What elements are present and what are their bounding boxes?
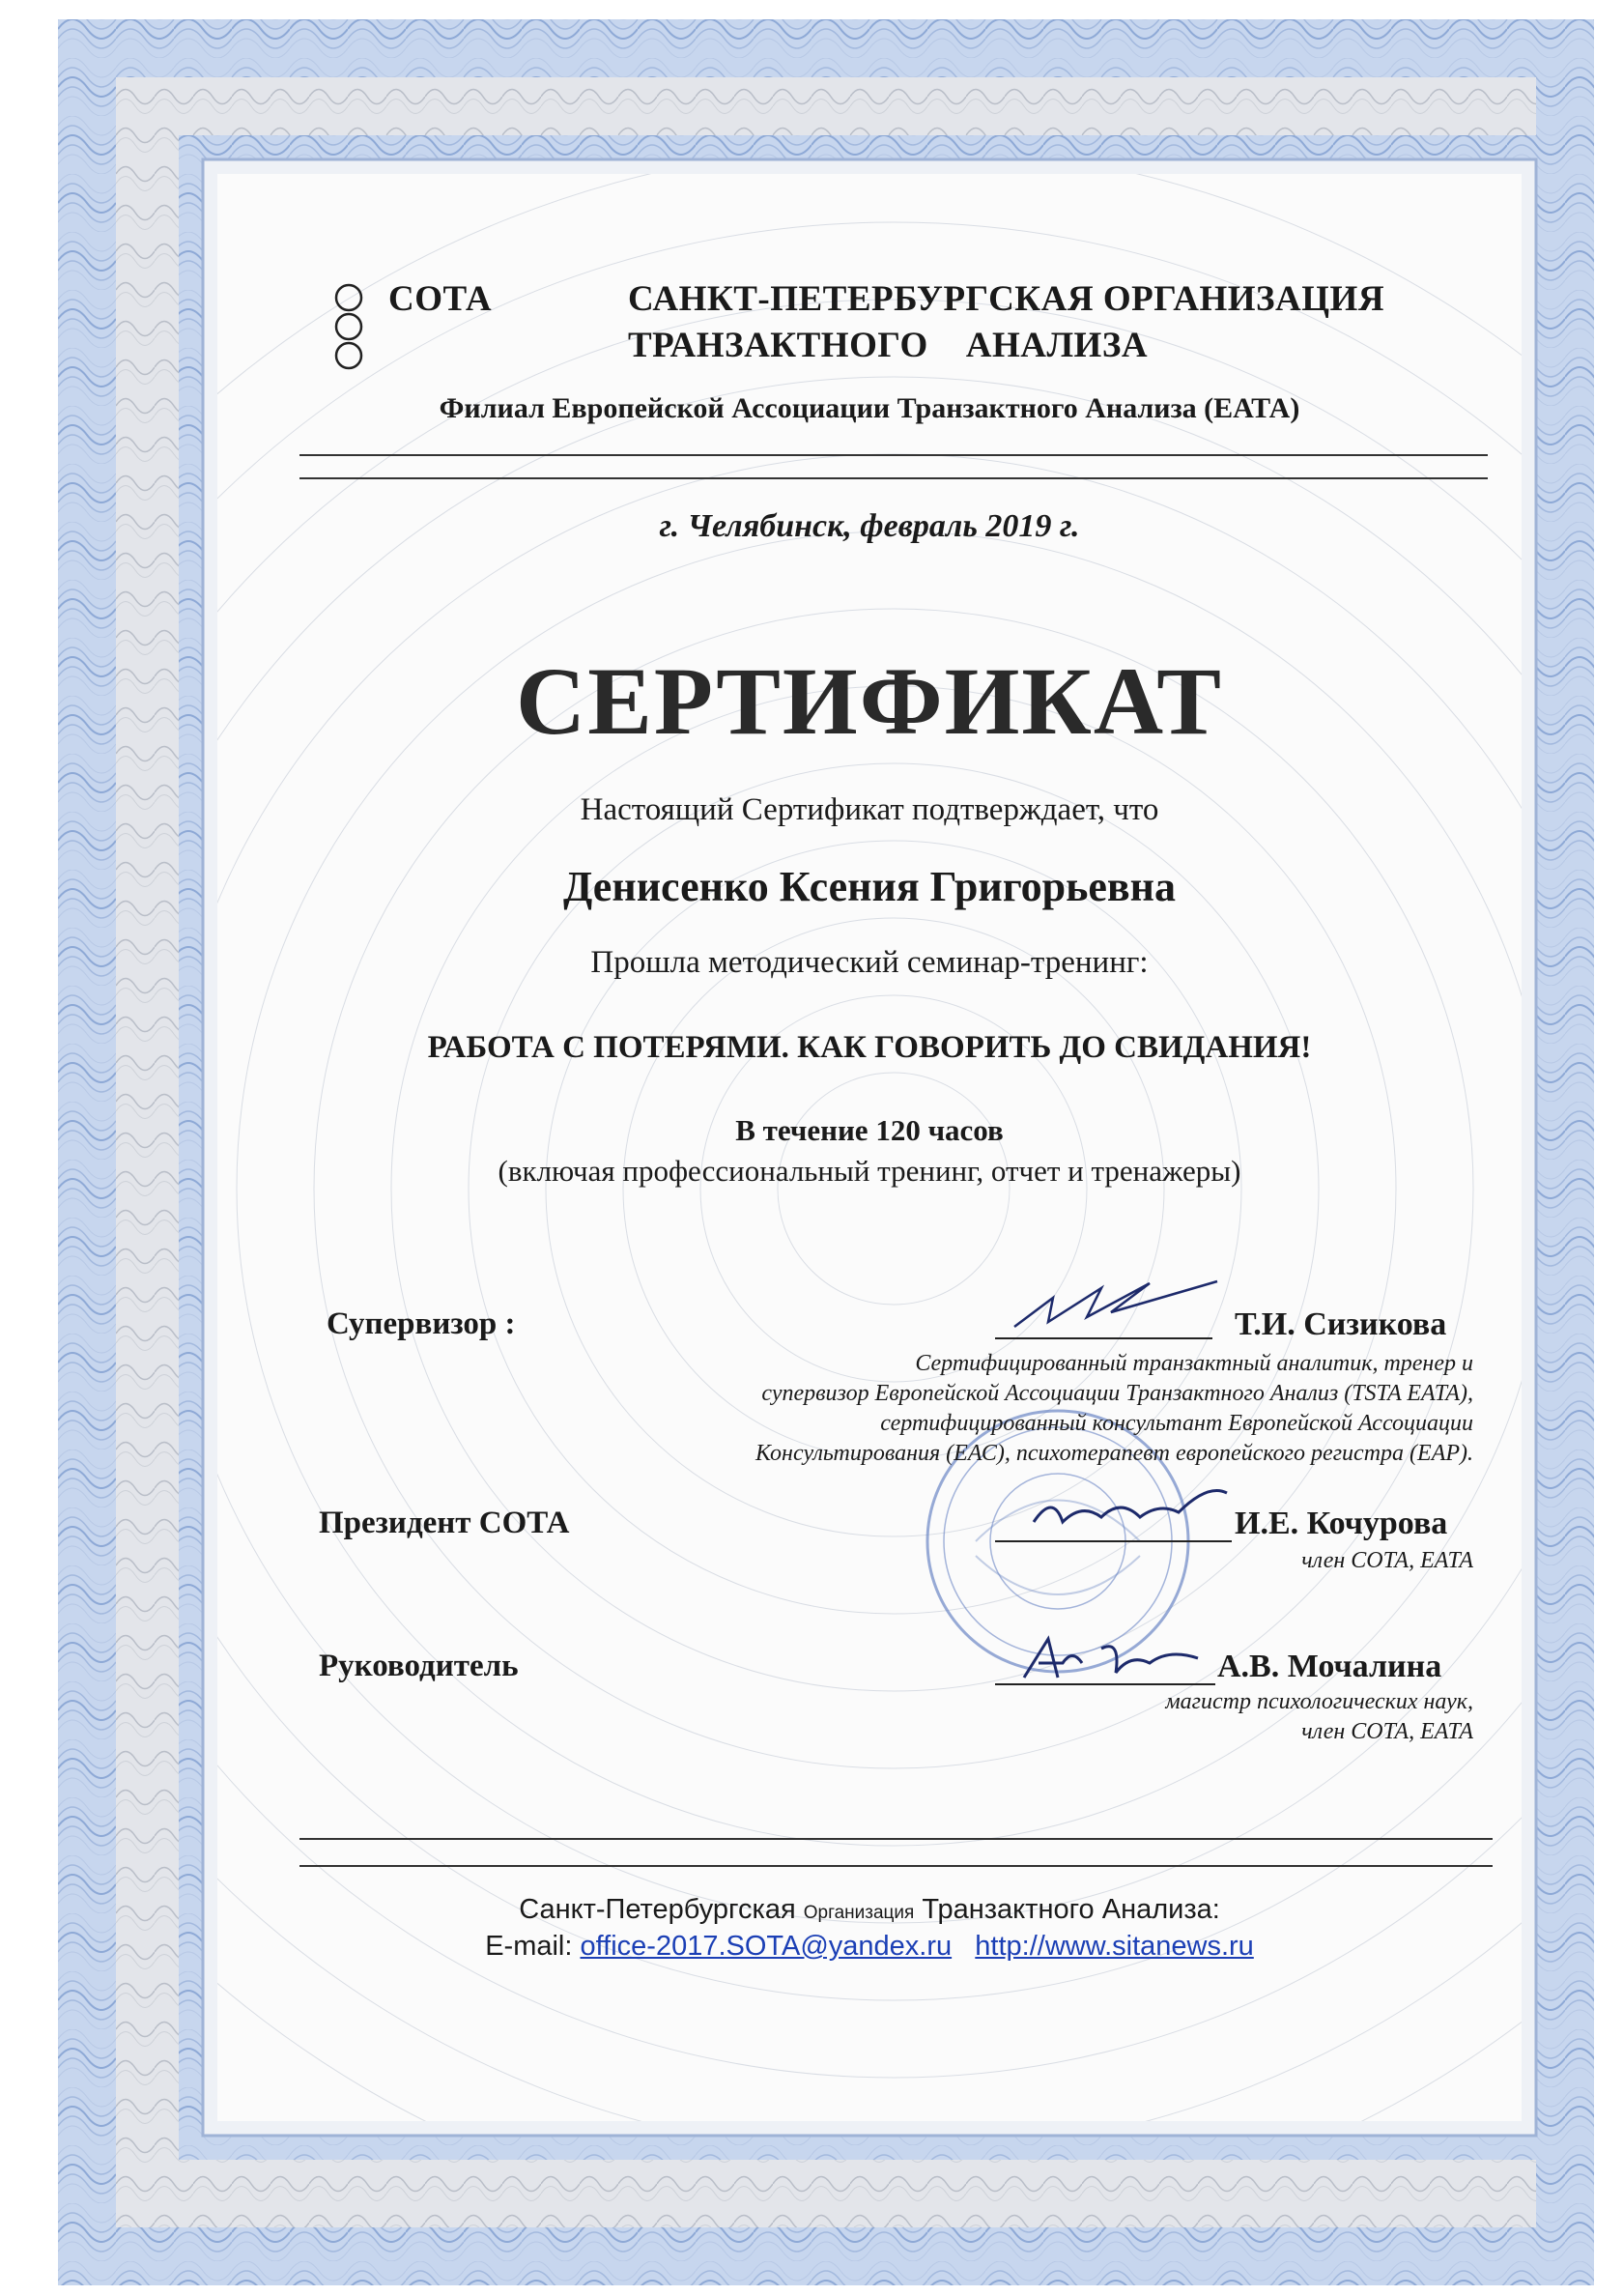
signature-kochurova	[1014, 1474, 1237, 1541]
signatory-role-supervisor: Супервизор :	[327, 1306, 516, 1341]
header-divider-1	[299, 454, 1488, 456]
signatory-name-mochalina: А.В. Мочалина	[1217, 1649, 1442, 1684]
signatory-details-kochurova: член СОТА, ЕАТА	[1301, 1548, 1473, 1573]
duration-note: (включая профессиональный тренинг, отчет и тренажеры)	[498, 1154, 1241, 1188]
signatory-name-sizikova: Т.И. Сизикова	[1235, 1306, 1447, 1342]
footer-contacts: E-mail: office-2017.SOTA@yandex.ru http://www.sitanews.ru	[485, 1931, 1254, 1962]
org-abbrev: СОТА	[388, 279, 493, 319]
footer-divider-2	[299, 1865, 1493, 1867]
signatory-role-head: Руководитель	[319, 1649, 519, 1683]
signature-line	[995, 1540, 1232, 1542]
confirm-text: Настоящий Сертификат подтверждает, что	[580, 792, 1159, 827]
signatory-role-president: Президент СОТА	[319, 1506, 570, 1540]
place-date: г. Челябинск, февраль 2019 г.	[659, 508, 1080, 544]
course-title: РАБОТА С ПОТЕРЯМИ. КАК ГОВОРИТЬ ДО СВИДАНИЯ!	[427, 1030, 1312, 1065]
footer-divider-1	[299, 1838, 1493, 1840]
signature-mochalina	[1005, 1620, 1237, 1697]
org-name-line1: САНКТ-ПЕТЕРБУРГСКАЯ ОРГАНИЗАЦИЯ	[628, 279, 1385, 319]
recipient-name: Денисенко Ксения Григорьевна	[563, 863, 1176, 910]
header-divider-2	[299, 477, 1488, 479]
footer-org: Санкт-Петербургская Организация Транзактного Анализа:	[519, 1894, 1220, 1925]
completed-text: Прошла методический семинар-тренинг:	[590, 945, 1149, 980]
website-link[interactable]: http://www.sitanews.ru	[975, 1931, 1254, 1962]
email-link[interactable]: office-2017.SOTA@yandex.ru	[580, 1931, 953, 1962]
signatory-details-mochalina: магистр психологических наук, член СОТА, ЕАТА	[1165, 1689, 1473, 1744]
org-name-line2: ТРАНЗАКТНОГО АНАЛИЗА	[628, 326, 1149, 365]
branch-text: Филиал Европейской Ассоциации Транзактного Анализа (ЕАТА)	[439, 392, 1300, 424]
duration: В течение 120 часов	[735, 1113, 1004, 1147]
signature-line	[995, 1337, 1212, 1339]
sota-logo-icon	[331, 282, 366, 371]
certificate-title: СЕРТИФИКАТ	[515, 647, 1223, 755]
signatory-name-kochurova: И.Е. Кочурова	[1235, 1506, 1448, 1541]
signature-line	[995, 1683, 1215, 1685]
signature-sizikova	[995, 1274, 1227, 1341]
signatory-details-sizikova: Сертифицированный транзактный аналитик, тренер и супервизор Европейской Ассоциации Транзактного Анализ (TSTA EATA), сертифицированный консультант Европейской Ассоциации Консультирования (ЕАС), психотерапевт европейского регистра (ЕАР).	[755, 1351, 1473, 1466]
